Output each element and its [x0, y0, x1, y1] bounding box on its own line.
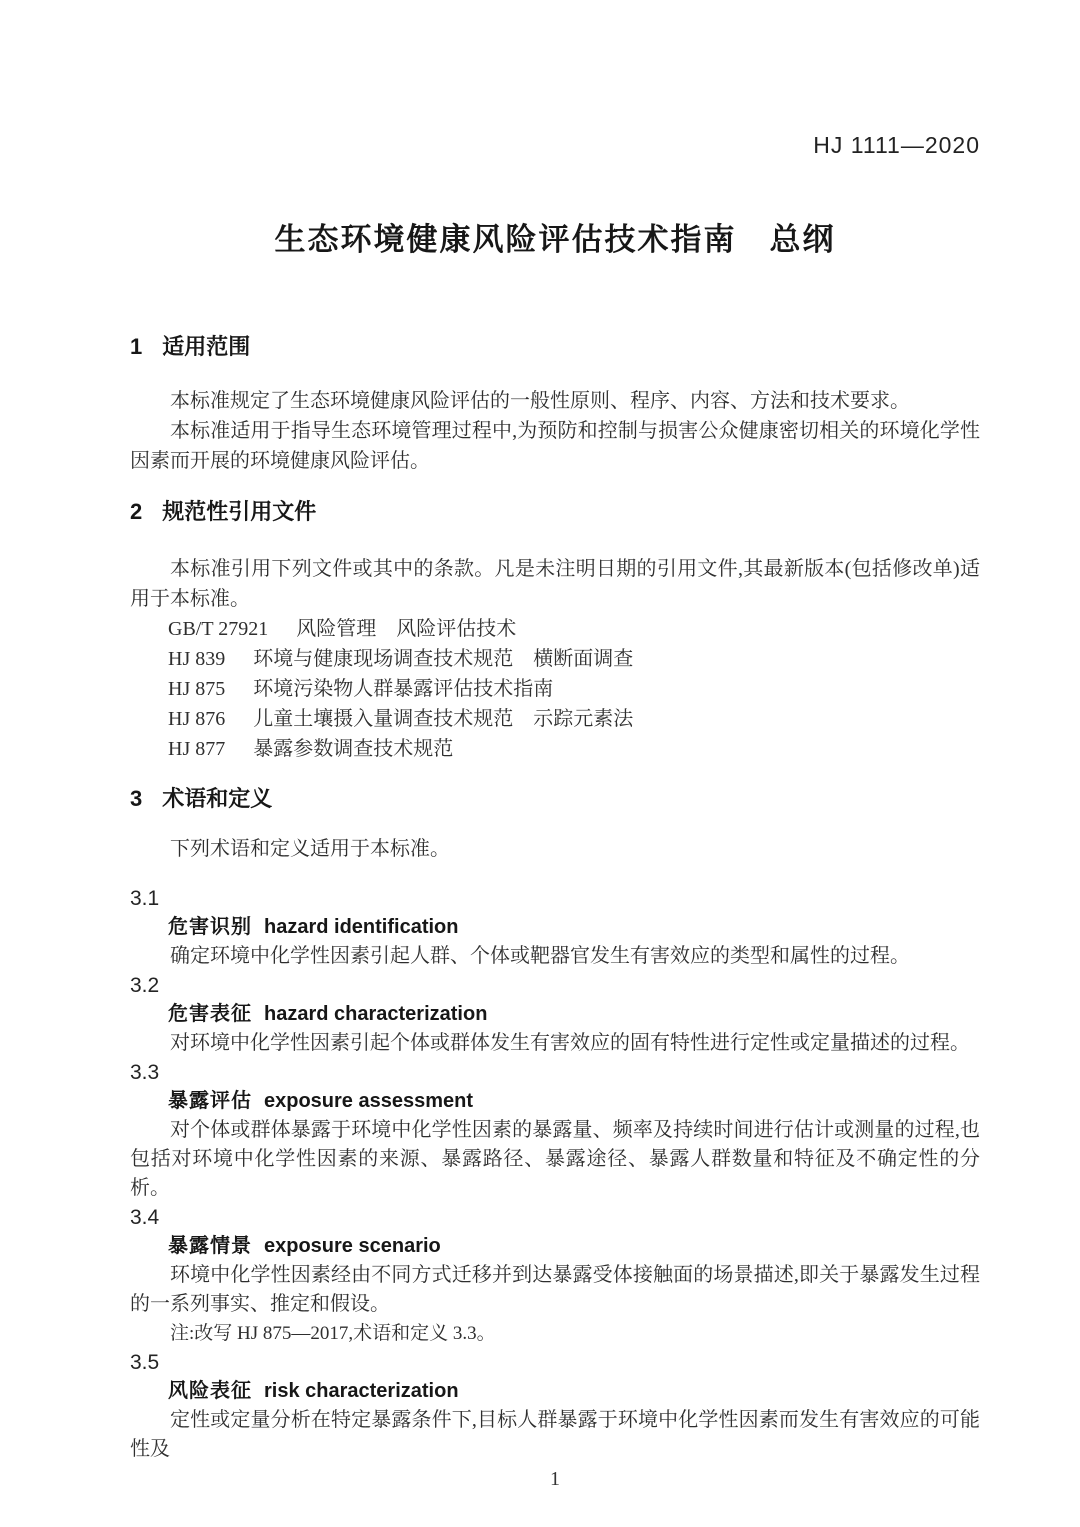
term-chinese: 危害识别	[168, 916, 252, 938]
term-english: exposure assessment	[264, 1090, 474, 1112]
reference-item	[130, 614, 980, 644]
reference-code: HJ 875	[168, 678, 226, 700]
term-number: 3.1	[130, 887, 160, 910]
term-definition: 确定环境中化学性因素引起人群、个体或靶器官发生有害效应的类型和属性的过程。	[170, 945, 910, 967]
reference-item	[130, 704, 980, 734]
term-title	[130, 1377, 980, 1406]
term-number: 3.5	[130, 1351, 160, 1374]
section-heading-scope	[130, 332, 980, 362]
term-entry	[130, 1348, 980, 1464]
reference-code: HJ 839	[168, 648, 226, 670]
reference-code: HJ 876	[168, 708, 226, 730]
term-title	[130, 913, 980, 942]
term-chinese: 暴露评估	[168, 1090, 252, 1112]
reference-item	[130, 644, 980, 674]
term-english: risk characterization	[264, 1380, 459, 1402]
term-title	[130, 1000, 980, 1029]
term-number: 3.4	[130, 1206, 160, 1229]
reference-title: 风险管理 风险评估技术	[296, 618, 517, 640]
reference-code: GB/T 27921	[168, 618, 269, 640]
terms-intro: 下列术语和定义适用于本标准。	[170, 838, 450, 860]
term-entry	[130, 884, 980, 971]
section-heading-references	[130, 497, 980, 527]
term-definition: 环境中化学性因素经由不同方式迁移并到达暴露受体接触面的场景描述,即关于暴露发生过程的一系列事实、推定和假设。	[130, 1264, 980, 1315]
page-number: 1	[550, 1468, 560, 1490]
term-title	[130, 1232, 980, 1261]
section-label: 术语和定义	[162, 786, 273, 811]
term-chinese: 风险表征	[168, 1380, 252, 1402]
scope-paragraph-2: 本标准适用于指导生态环境管理过程中,为预防和控制与损害公众健康密切相关的环境化学性因素而开展的环境健康风险评估。	[130, 420, 980, 472]
section-number: 2	[130, 499, 143, 524]
reference-title: 儿童土壤摄入量调查技术规范 示踪元素法	[253, 708, 634, 730]
term-entry	[130, 1058, 980, 1203]
section-label: 规范性引用文件	[162, 499, 317, 524]
references-intro: 本标准引用下列文件或其中的条款。凡是未注明日期的引用文件,其最新版本(包括修改单)适用于本标准。	[130, 558, 980, 610]
term-entry	[130, 1203, 980, 1348]
term-entry	[130, 971, 980, 1058]
references-list	[130, 614, 980, 764]
term-title	[130, 1087, 980, 1116]
section-heading-terms	[130, 784, 980, 814]
standard-number: HJ 1111—2020	[813, 132, 980, 158]
term-definition: 对环境中化学性因素引起个体或群体发生有害效应的固有特性进行定性或定量描述的过程。	[170, 1032, 970, 1054]
term-definition: 定性或定量分析在特定暴露条件下,目标人群暴露于环境中化学性因素而发生有害效应的可能性及	[130, 1409, 980, 1460]
term-chinese: 暴露情景	[168, 1235, 252, 1257]
document-title: 生态环境健康风险评估技术指南 总纲	[274, 222, 836, 257]
section-number: 3	[130, 786, 143, 811]
reference-code: HJ 877	[168, 738, 226, 760]
term-english: exposure scenario	[264, 1235, 441, 1257]
term-definition: 对个体或群体暴露于环境中化学性因素的暴露量、频率及持续时间进行估计或测量的过程,也包括对环境中化学性因素的来源、暴露路径、暴露途径、暴露人群数量和特征及不确定性的分析。	[130, 1119, 980, 1199]
term-note: 注:改写 HJ 875—2017,术语和定义 3.3。	[170, 1323, 496, 1344]
term-number: 3.3	[130, 1061, 160, 1084]
reference-item	[130, 734, 980, 764]
reference-title: 环境与健康现场调查技术规范 横断面调查	[253, 648, 634, 670]
section-label: 适用范围	[162, 334, 251, 359]
scope-paragraph-1: 本标准规定了生态环境健康风险评估的一般性原则、程序、内容、方法和技术要求。	[170, 390, 910, 412]
term-number: 3.2	[130, 974, 160, 997]
reference-title: 环境污染物人群暴露评估技术指南	[253, 678, 554, 700]
term-english: hazard characterization	[264, 1003, 488, 1025]
page-content	[130, 0, 980, 1493]
term-english: hazard identification	[264, 916, 459, 938]
reference-title: 暴露参数调查技术规范	[253, 738, 454, 760]
terms-block	[130, 884, 980, 1464]
reference-item	[130, 674, 980, 704]
section-number: 1	[130, 334, 143, 359]
term-chinese: 危害表征	[168, 1003, 252, 1025]
